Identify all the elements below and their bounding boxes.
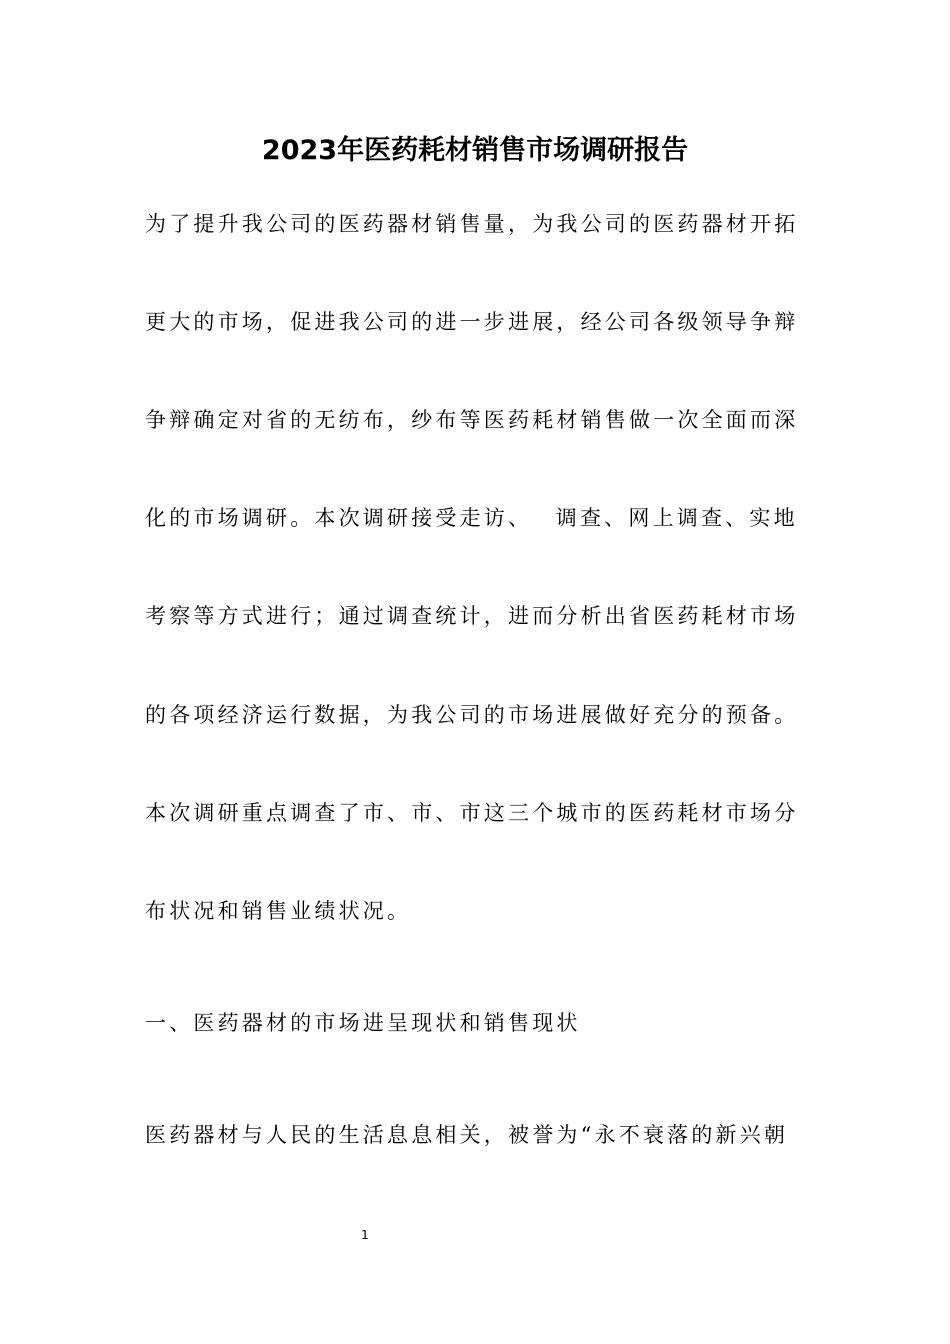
- body-line-10: 医药器材与人民的生活息息相关，被誉为“永不衰落的新兴朝: [145, 1123, 789, 1147]
- document-title: 2023年医药耗材销售市场调研报告: [261, 135, 689, 166]
- body-line-4: 化的市场调研。本次调研接受走访、 调查、网上调查、实地: [145, 506, 798, 530]
- section-heading: 一、医药器材的市场进呈现状和销售现状: [145, 1011, 581, 1035]
- body-line-3: 争辩确定对省的无纺布，纱布等医药耗材销售做一次全面而深: [145, 408, 799, 432]
- body-line-5: 考察等方式进行；通过调查统计，进而分析出省医药耗材市场: [145, 604, 799, 628]
- body-line-7: 本次调研重点调查了市、市、市这三个城市的医药耗材市场分: [145, 801, 799, 825]
- body-line-6: 的各项经济运行数据，为我公司的市场进展做好充分的预备。: [145, 703, 799, 727]
- page-number: 1: [361, 1228, 369, 1242]
- body-line-2: 更大的市场，促进我公司的进一步进展，经公司各级领导争辩: [145, 310, 799, 334]
- body-line-8: 布状况和销售业绩状况。: [145, 899, 412, 923]
- body-line-1: 为了提升我公司的医药器材销售量，为我公司的医药器材开拓: [145, 212, 799, 236]
